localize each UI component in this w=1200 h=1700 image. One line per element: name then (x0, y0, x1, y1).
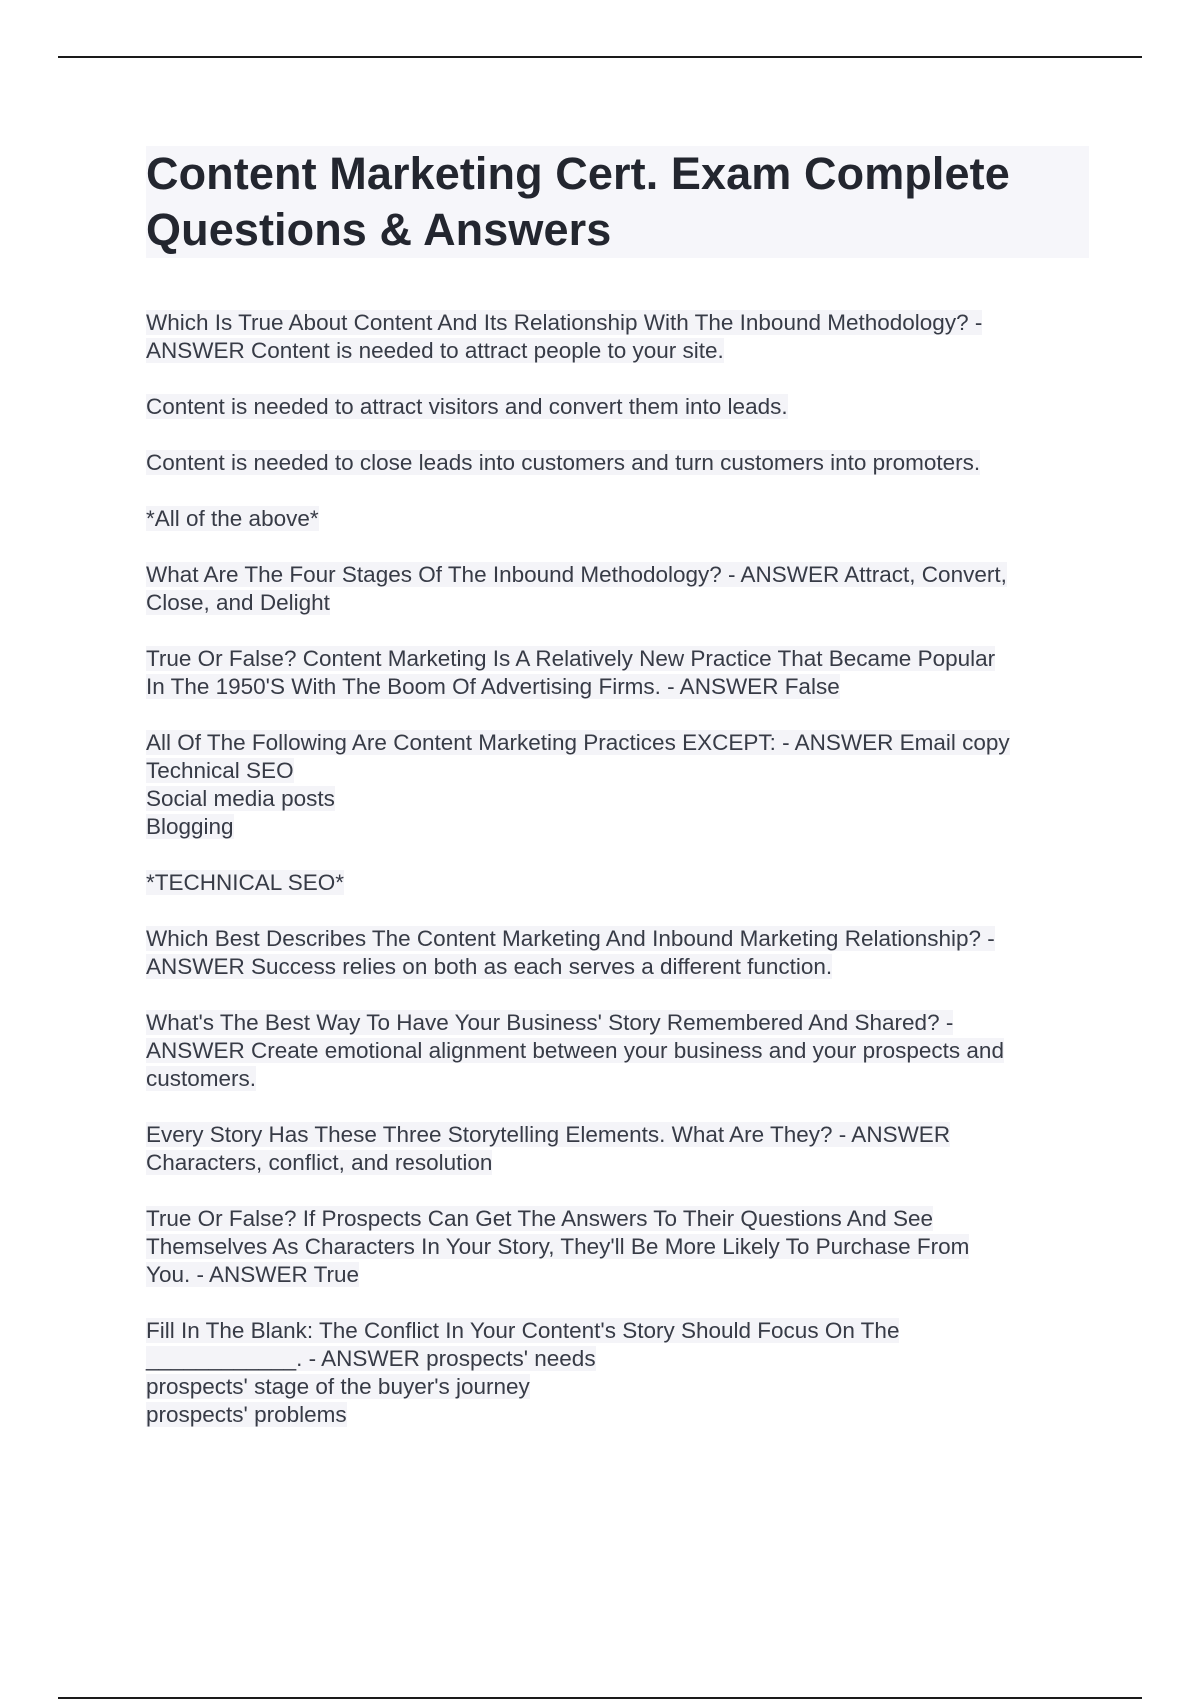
text-line-content: In The 1950'S With The Boom Of Advertising Firms. - ANSWER False (146, 674, 840, 699)
text-line-content: Content is needed to attract visitors and convert them into leads. (146, 394, 788, 419)
text-line (146, 785, 1096, 813)
text-line-content: Technical SEO (146, 758, 294, 783)
qa-paragraph (146, 925, 1096, 981)
text-line (146, 1009, 1096, 1037)
qa-paragraph (146, 561, 1096, 617)
text-line (146, 673, 1096, 701)
text-line (146, 1401, 1096, 1429)
text-line (146, 869, 1096, 897)
text-line-content: True Or False? If Prospects Can Get The Answers To Their Questions And See (146, 1206, 934, 1231)
text-line-content: Which Best Describes The Content Marketing And Inbound Marketing Relationship? - (146, 926, 995, 951)
text-line (146, 813, 1096, 841)
qa-paragraph (146, 645, 1096, 701)
text-line-content: You. - ANSWER True (146, 1262, 360, 1287)
text-line (146, 953, 1096, 981)
text-line (146, 1233, 1096, 1261)
text-line-content: Social media posts (146, 786, 335, 811)
text-line (146, 1037, 1096, 1065)
text-line (146, 757, 1096, 785)
text-line (146, 1345, 1096, 1373)
text-line (146, 729, 1096, 757)
text-line (146, 393, 1096, 421)
text-line (146, 645, 1096, 673)
text-line-content: What's The Best Way To Have Your Business' Story Remembered And Shared? - (146, 1010, 954, 1035)
text-line (146, 1205, 1096, 1233)
text-line-content: What Are The Four Stages Of The Inbound Methodology? - ANSWER Attract, Convert, (146, 562, 1007, 587)
text-line-content: *All of the above* (146, 506, 319, 531)
text-line (146, 1121, 1096, 1149)
page-title (146, 146, 1089, 258)
text-line (146, 309, 1096, 337)
text-line-content: ANSWER Content is needed to attract people to your site. (146, 338, 724, 363)
text-line-content: Every Story Has These Three Storytelling Elements. What Are They? - ANSWER (146, 1122, 951, 1147)
text-line-content: Fill In The Blank: The Conflict In Your Content's Story Should Focus On The (146, 1318, 900, 1343)
title-line: Questions & Answers (146, 204, 612, 255)
qa-paragraph (146, 505, 1096, 533)
text-line-content: Themselves As Characters In Your Story, They'll Be More Likely To Purchase From (146, 1234, 970, 1259)
text-line-content: Close, and Delight (146, 590, 330, 615)
qa-paragraph (146, 393, 1096, 421)
text-line (146, 925, 1096, 953)
text-line (146, 1317, 1096, 1345)
bottom-rule (58, 1697, 1142, 1699)
text-line-content: ____________. - ANSWER prospects' needs (146, 1346, 596, 1371)
top-rule (58, 56, 1142, 58)
qa-paragraph (146, 309, 1096, 365)
text-line-content: Characters, conflict, and resolution (146, 1150, 493, 1175)
qa-paragraph (146, 1205, 1096, 1289)
qa-paragraph (146, 1121, 1096, 1177)
text-line-content: prospects' stage of the buyer's journey (146, 1374, 530, 1399)
text-line (146, 561, 1096, 589)
text-line-content: All Of The Following Are Content Marketing Practices EXCEPT: - ANSWER Email copy (146, 730, 1010, 755)
text-line (146, 1065, 1096, 1093)
qa-paragraph (146, 869, 1096, 897)
text-line (146, 1149, 1096, 1177)
qa-paragraph (146, 729, 1096, 841)
text-line (146, 1373, 1096, 1401)
qa-paragraph (146, 1009, 1096, 1093)
text-line (146, 1261, 1096, 1289)
text-line-content: customers. (146, 1066, 257, 1091)
text-line-content: True Or False? Content Marketing Is A Relatively New Practice That Became Popular (146, 646, 996, 671)
text-line-content: ANSWER Create emotional alignment between your business and your prospects and (146, 1038, 1004, 1063)
text-line (146, 337, 1096, 365)
qa-paragraph (146, 1317, 1096, 1429)
text-line (146, 505, 1096, 533)
text-line-content: prospects' problems (146, 1402, 347, 1427)
text-line (146, 589, 1096, 617)
text-line-content: Content is needed to close leads into customers and turn customers into promoters. (146, 450, 981, 475)
text-line (146, 449, 1096, 477)
qa-paragraph (146, 449, 1096, 477)
qa-list (146, 309, 1096, 1457)
title-line: Content Marketing Cert. Exam Complete (146, 148, 1010, 199)
text-line-content: Which Is True About Content And Its Relationship With The Inbound Methodology? - (146, 310, 983, 335)
text-line-content: Blogging (146, 814, 234, 839)
text-line-content: ANSWER Success relies on both as each serves a different function. (146, 954, 833, 979)
text-line-content: *TECHNICAL SEO* (146, 870, 344, 895)
